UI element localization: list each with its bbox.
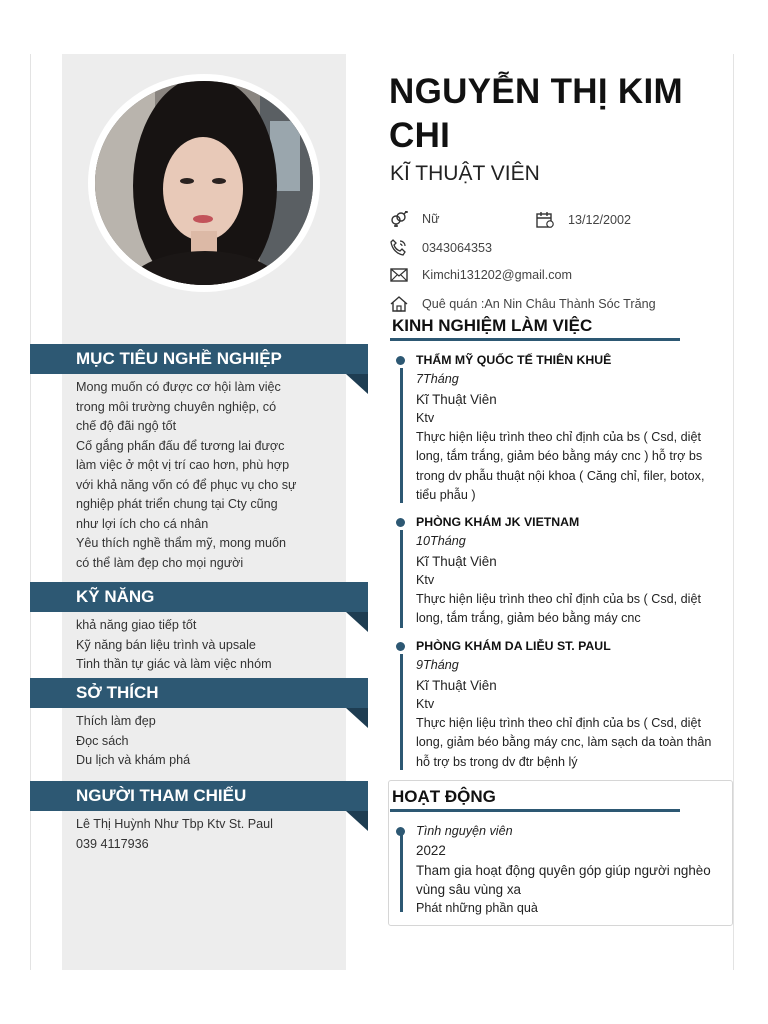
description-line: tiểu phẫu ) (416, 488, 476, 503)
objective-heading: MỤC TIÊU NGHỀ NGHIỆP (30, 344, 368, 374)
references-ribbon-fold (346, 811, 368, 831)
calendar-icon (536, 211, 554, 228)
objective-line: Cố gắng phấn đấu để tương lai được (76, 438, 285, 453)
role: Ktv (416, 410, 435, 425)
skill-item: khả năng giao tiếp tốt (76, 618, 197, 632)
objective-line: trong môi trường chuyên nghiệp, có (76, 399, 277, 414)
profile-photo (95, 81, 313, 285)
objective-line: như lợi ích cho cá nhân (76, 516, 209, 531)
avatar (88, 74, 320, 292)
description-line: long, tắm trắng, giảm béo bằng máy cnc (416, 611, 641, 626)
activities-heading: HOẠT ĐỘNG (392, 787, 496, 806)
experience-heading-rule (390, 338, 680, 341)
hobby-item: Đọc sách (76, 733, 129, 748)
position: Kĩ Thuật Viên (416, 553, 497, 569)
description-line: trong dv phẫu thuật nội khoa ( Căng chỉ, filer, botox, (416, 468, 705, 483)
company-name: THẨM MỸ QUỐC TẾ THIÊN KHUÊ (416, 353, 612, 367)
hobby-item: Du lịch và khám phá (76, 753, 191, 767)
activity-role: Tình nguyện viên (416, 824, 513, 838)
objective-text (76, 378, 306, 573)
objective-line: làm việc ở một vị trí cao hơn, phù hợp (76, 458, 290, 472)
experience-heading: KINH NGHIỆM LÀM VIỆC (392, 316, 593, 335)
full-name (389, 70, 719, 158)
email-icon (390, 268, 408, 282)
skills-text (76, 616, 306, 675)
phone-value: 0343064353 (422, 240, 493, 255)
birthdate-row (536, 211, 631, 228)
hobby-item: Thích làm đẹp (76, 714, 156, 728)
timeline-line (400, 368, 403, 503)
email-row (390, 268, 572, 282)
description-line: Thực hiện liệu trình theo chỉ định của bs ( Csd, diệt (416, 716, 701, 731)
description-line: Thực hiện liệu trình theo chỉ định của bs ( Csd, diệt (416, 592, 701, 607)
references-text (76, 815, 306, 854)
description-line: Thực hiện liệu trình theo chỉ định của bs ( Csd, diệt (416, 430, 701, 445)
reference-line: Lê Thị Huỳnh Như Tbp Ktv St. Paul (76, 817, 273, 831)
name-line-2: CHI (389, 116, 451, 155)
skill-item: Tinh thần tự giác và làm việc nhóm (76, 657, 272, 671)
experience-item (416, 351, 732, 505)
activity-item (416, 822, 732, 918)
activities-heading-rule (390, 809, 680, 812)
gender-icon (390, 211, 408, 227)
hometown-value: Quê quán :An Nin Châu Thành Sóc Trăng (422, 297, 656, 311)
timeline-line (400, 530, 403, 628)
timeline-line (400, 654, 403, 770)
description-line: long, tắm trắng, giảm béo bằng máy cnc ) hỗ trợ bs (416, 449, 703, 464)
reference-line: 039 4117936 (76, 836, 149, 851)
hobbies-heading: SỞ THÍCH (30, 678, 368, 708)
position: Kĩ Thuật Viên (416, 391, 497, 407)
home-icon (390, 296, 408, 312)
timeline-line (400, 834, 403, 912)
timeline-dot (396, 356, 405, 365)
experience-item (416, 513, 732, 629)
company-name: PHÒNG KHÁM DA LIỄU ST. PAUL (416, 639, 611, 653)
hobbies-text (76, 712, 306, 771)
timeline-dot (396, 518, 405, 527)
duration: 7Tháng (416, 372, 459, 387)
gender-row (390, 211, 440, 227)
references-heading: NGƯỜI THAM CHIẾU (30, 781, 368, 811)
description-line: hỗ trợ bs trong dv đtr bệnh lý (416, 754, 578, 769)
phone-row (390, 239, 492, 256)
company-name: PHÒNG KHÁM JK VIETNAM (416, 515, 580, 529)
hometown-row (390, 296, 656, 312)
description-line: long, giảm béo bằng máy cnc, làm sạch da toàn thân (416, 735, 712, 750)
objective-line: nghiệp phát triển chung tại Cty cũng (76, 497, 278, 511)
name-line-1: NGUYỄN THỊ KIM (389, 72, 683, 111)
phone-icon (390, 239, 408, 256)
activity-description-line: vùng sâu vùng xa (416, 881, 521, 897)
timeline-dot (396, 642, 405, 651)
objective-line: có thể làm đẹp cho mọi người (76, 555, 244, 570)
objective-ribbon-fold (346, 374, 368, 394)
activity-description-line: Tham gia hoạt động quyên góp giúp người nghèo (416, 862, 711, 878)
role: Ktv (416, 696, 435, 711)
activity-year: 2022 (416, 843, 446, 859)
role: Ktv (416, 572, 435, 587)
duration: 9Tháng (416, 658, 459, 673)
duration: 10Tháng (416, 534, 466, 549)
objective-line: với khả năng vốn có để phục vụ cho sự (76, 477, 297, 492)
activity-description-line: Phát những phần quà (416, 901, 538, 916)
birthdate-value: 13/12/2002 (568, 212, 632, 227)
objective-line: chế độ đãi ngộ tốt (76, 419, 177, 433)
hobbies-ribbon-fold (346, 708, 368, 728)
timeline-dot (396, 827, 405, 836)
job-title: KĨ THUẬT VIÊN (390, 162, 540, 185)
objective-line: Yêu thích nghề thẩm mỹ, mong muốn (76, 536, 287, 550)
email-value: Kimchi131202@gmail.com (422, 268, 572, 282)
skills-heading: KỸ NĂNG (30, 582, 368, 612)
position: Kĩ Thuật Viên (416, 677, 497, 693)
experience-item (416, 637, 732, 772)
objective-line: Mong muốn có được cơ hội làm việc (76, 380, 281, 394)
skills-ribbon-fold (346, 612, 368, 632)
gender-value: Nữ (422, 212, 440, 226)
skill-item: Kỹ năng bán liệu trình và upsale (76, 637, 256, 652)
